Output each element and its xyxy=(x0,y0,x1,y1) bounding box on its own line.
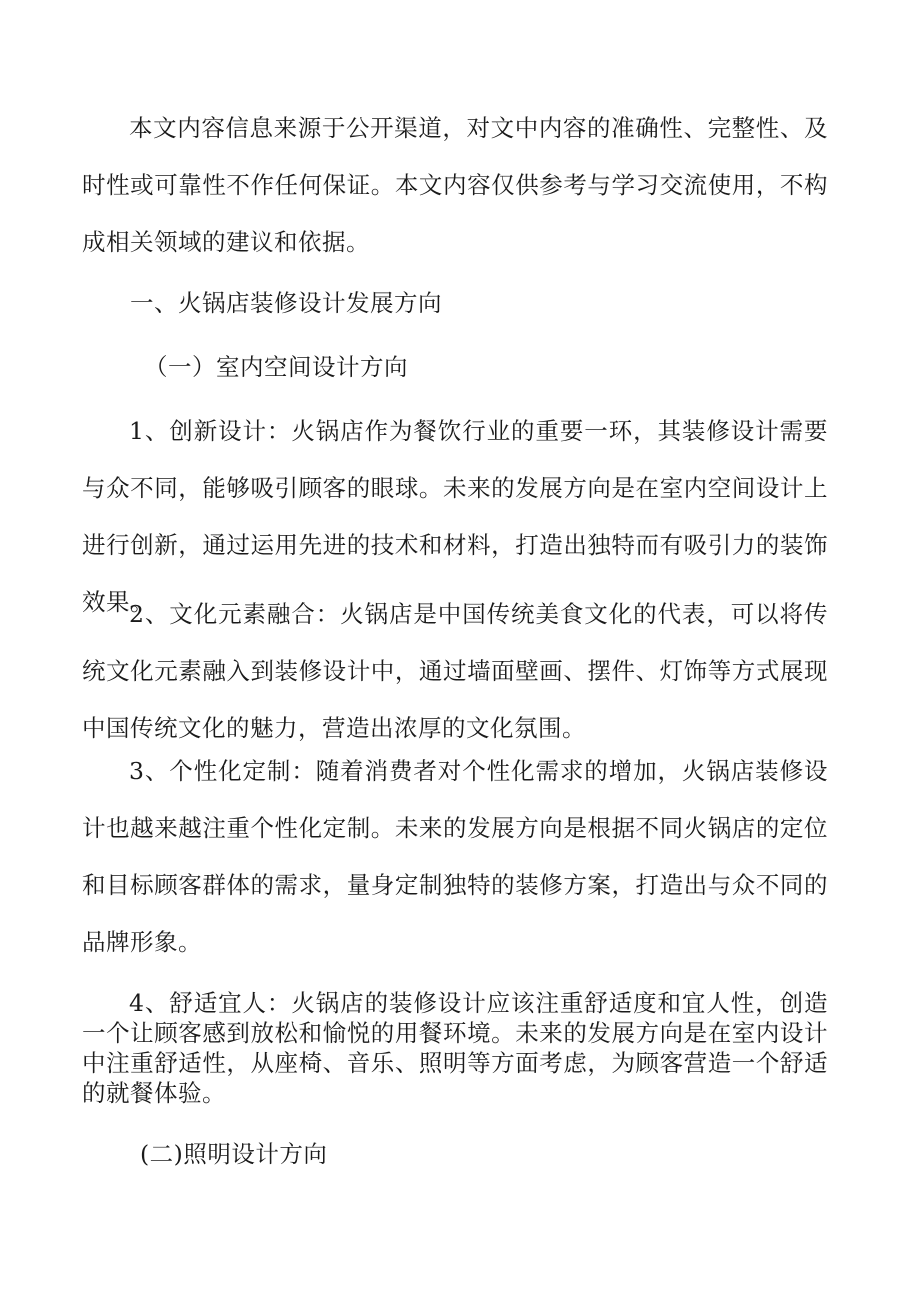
item-paragraph-4: 4、舒适宜人：火锅店的装修设计应该注重舒适度和宜人性，创造一个让顾客感到放松和愉悦的用餐环境。未来的发展方向是在室内设计中注重舒适性，从座椅、音乐、照明等方面考虑，为顾客营造一个舒适的就餐体验。 xyxy=(82,989,828,1107)
disclaimer-paragraph: 本文内容信息来源于公开渠道，对文中内容的准确性、完整性、及时性或可靠性不作任何保证。本文内容仅供参考与学习交流使用，不构成相关领域的建议和依据。 xyxy=(82,114,828,256)
section-heading: 一、火锅店装修设计发展方向 xyxy=(130,289,442,317)
item-paragraph-1: 1、创新设计：火锅店作为餐饮行业的重要一环，其装修设计需要与众不同，能够吸引顾客的眼球。未来的发展方向是在室内空间设计上进行创新，通过运用先进的技术和材料，打造出独特而有吸引力的装饰效果。 xyxy=(82,417,828,616)
item-paragraph-3: 3、个性化定制：随着消费者对个性化需求的增加，火锅店装修设计也越来越注重个性化定制。未来的发展方向是根据不同火锅店的定位和目标顾客群体的需求，量身定制独特的装修方案，打造出与众不同的品牌形象。 xyxy=(82,757,828,956)
subsection-heading: （一）室内空间设计方向 xyxy=(144,353,408,381)
item-paragraph-2: 2、文化元素融合：火锅店是中国传统美食文化的代表，可以将传统文化元素融入到装修设计中，通过墙面壁画、摆件、灯饰等方式展现中国传统文化的魅力，营造出浓厚的文化氛围。 xyxy=(82,600,828,742)
subsection-heading-2: (二)照明设计方向 xyxy=(140,1140,328,1168)
